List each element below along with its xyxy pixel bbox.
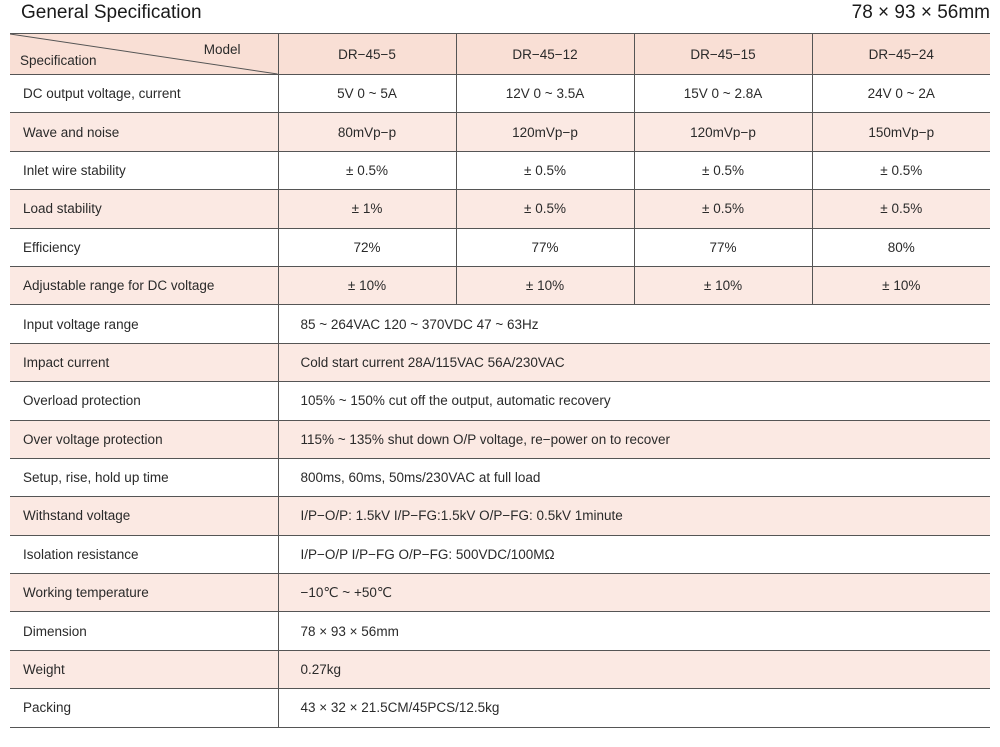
row-value: 15V 0 ~ 2.8A xyxy=(634,75,812,113)
row-label: Adjustable range for DC voltage xyxy=(10,266,278,304)
row-label: Impact current xyxy=(10,343,278,381)
table-row xyxy=(10,689,990,727)
row-value: 120mVp−p xyxy=(456,113,634,151)
row-value: 115% ~ 135% shut down O/P voltage, re−power on to recover xyxy=(278,420,990,458)
table-row xyxy=(10,650,990,688)
row-value: 24V 0 ~ 2A xyxy=(812,75,990,113)
specification-table xyxy=(10,33,990,728)
corner-model-label: Model xyxy=(203,42,241,57)
row-value: 43 × 32 × 21.5CM/45PCS/12.5kg xyxy=(278,689,990,727)
table-row xyxy=(10,497,990,535)
table-row xyxy=(10,612,990,650)
table-row xyxy=(10,458,990,496)
table-row xyxy=(10,190,990,228)
table-row xyxy=(10,343,990,381)
row-label: Setup, rise, hold up time xyxy=(10,458,278,496)
header-row xyxy=(10,34,990,75)
row-value: ± 0.5% xyxy=(812,151,990,189)
row-label: Wave and noise xyxy=(10,113,278,151)
row-value: ± 1% xyxy=(278,190,456,228)
corner-header-cell xyxy=(10,34,278,75)
page-title: General Specification xyxy=(21,2,202,23)
row-value: 80% xyxy=(812,228,990,266)
row-value: ± 0.5% xyxy=(634,190,812,228)
row-value: ± 0.5% xyxy=(812,190,990,228)
row-value: 78 × 93 × 56mm xyxy=(278,612,990,650)
row-label: Load stability xyxy=(10,190,278,228)
row-label: Isolation resistance xyxy=(10,535,278,573)
row-value: 120mVp−p xyxy=(634,113,812,151)
row-label: Withstand voltage xyxy=(10,497,278,535)
row-value: −10℃ ~ +50℃ xyxy=(278,574,990,612)
row-value: ± 10% xyxy=(278,266,456,304)
corner-spec-label: Specification xyxy=(20,53,97,68)
row-label: Working temperature xyxy=(10,574,278,612)
row-label: Overload protection xyxy=(10,382,278,420)
row-value: ± 10% xyxy=(634,266,812,304)
model-header: DR−45−15 xyxy=(634,34,812,75)
row-label: Packing xyxy=(10,689,278,727)
model-header: DR−45−24 xyxy=(812,34,990,75)
table-row xyxy=(10,266,990,304)
row-value: 800ms, 60ms, 50ms/230VAC at full load xyxy=(278,458,990,496)
table-row xyxy=(10,151,990,189)
row-value: 12V 0 ~ 3.5A xyxy=(456,75,634,113)
table-row xyxy=(10,228,990,266)
table-row xyxy=(10,420,990,458)
row-label: Input voltage range xyxy=(10,305,278,343)
row-label: Weight xyxy=(10,650,278,688)
row-value: I/P−O/P I/P−FG O/P−FG: 500VDC/100MΩ xyxy=(278,535,990,573)
table-row xyxy=(10,305,990,343)
row-label: Over voltage protection xyxy=(10,420,278,458)
row-value: 85 ~ 264VAC 120 ~ 370VDC 47 ~ 63Hz xyxy=(278,305,990,343)
row-value: 5V 0 ~ 5A xyxy=(278,75,456,113)
dimension-label: 78 × 93 × 56mm xyxy=(851,2,990,23)
row-value: 77% xyxy=(634,228,812,266)
row-value: I/P−O/P: 1.5kV I/P−FG:1.5kV O/P−FG: 0.5kV 1minute xyxy=(278,497,990,535)
row-value: 0.27kg xyxy=(278,650,990,688)
row-label: Dimension xyxy=(10,612,278,650)
row-value: ± 0.5% xyxy=(278,151,456,189)
table-row xyxy=(10,574,990,612)
table-row xyxy=(10,113,990,151)
model-header: DR−45−5 xyxy=(278,34,456,75)
row-value: ± 0.5% xyxy=(634,151,812,189)
table-row xyxy=(10,75,990,113)
table-row xyxy=(10,382,990,420)
row-value: Cold start current 28A/115VAC 56A/230VAC xyxy=(278,343,990,381)
row-value: ± 10% xyxy=(456,266,634,304)
row-value: ± 10% xyxy=(812,266,990,304)
row-value: 80mVp−p xyxy=(278,113,456,151)
table-row xyxy=(10,535,990,573)
row-label: DC output voltage, current xyxy=(10,75,278,113)
row-value: 150mVp−p xyxy=(812,113,990,151)
row-value: 77% xyxy=(456,228,634,266)
row-label: Efficiency xyxy=(10,228,278,266)
row-value: ± 0.5% xyxy=(456,151,634,189)
model-header: DR−45−12 xyxy=(456,34,634,75)
row-value: 72% xyxy=(278,228,456,266)
row-value: ± 0.5% xyxy=(456,190,634,228)
row-value: 105% ~ 150% cut off the output, automatic recovery xyxy=(278,382,990,420)
row-label: Inlet wire stability xyxy=(10,151,278,189)
